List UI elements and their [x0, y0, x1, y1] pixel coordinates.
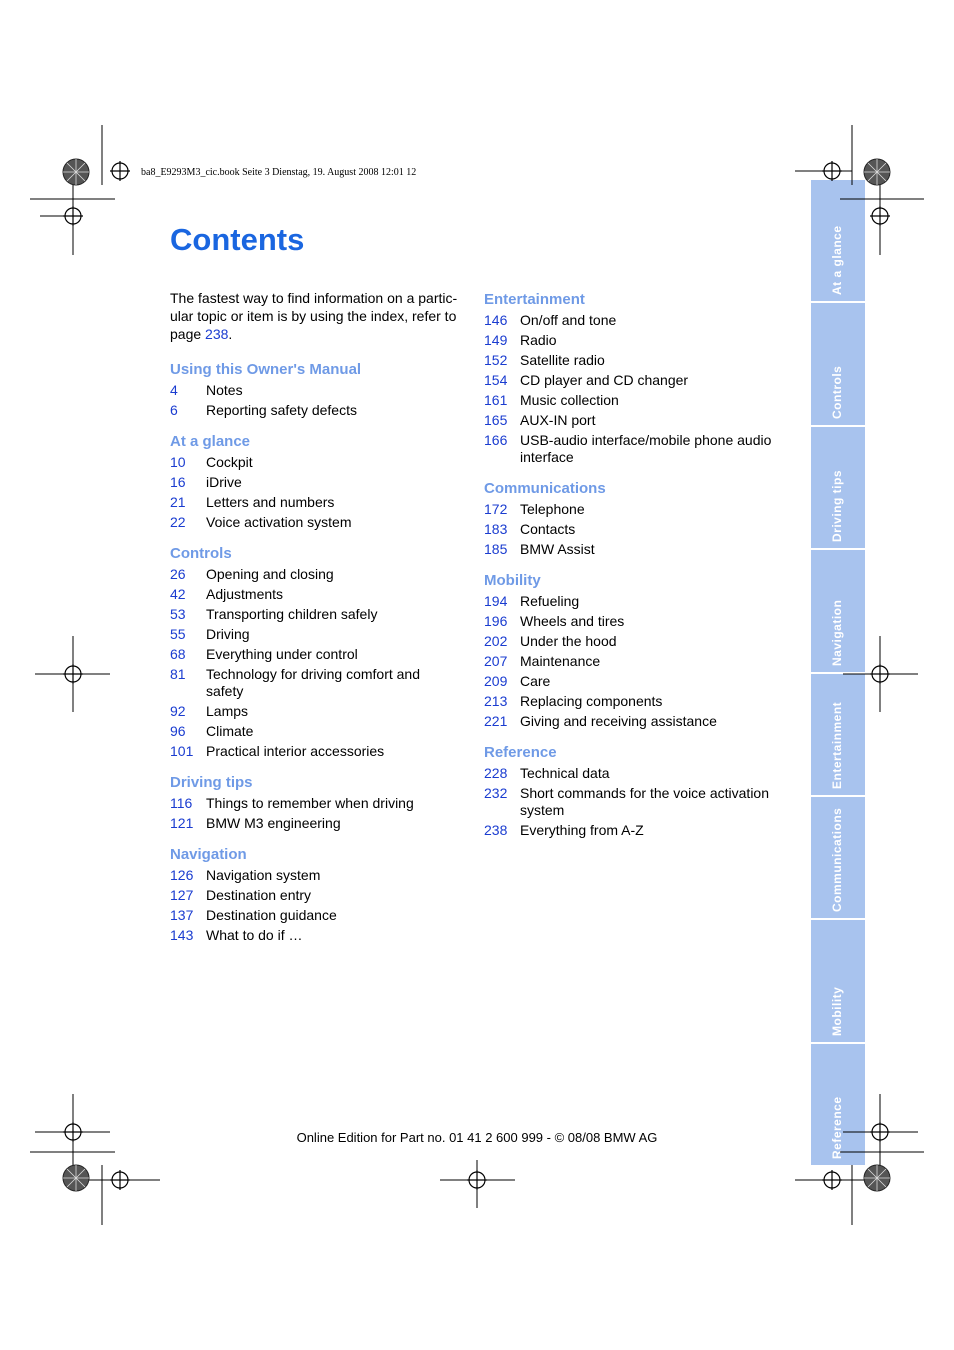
- entry-title: Technical data: [520, 764, 610, 781]
- page-number-link[interactable]: 121: [170, 814, 194, 831]
- page-number-link[interactable]: 238: [484, 821, 508, 838]
- toc-entry[interactable]: [484, 783, 784, 820]
- toc-section-communications: [484, 479, 784, 559]
- page-number-link[interactable]: 6: [170, 401, 178, 418]
- toc-entry[interactable]: [170, 701, 470, 721]
- entry-title: Maintenance: [520, 652, 601, 669]
- entry-title: Destination guidance: [206, 906, 337, 923]
- toc-entry[interactable]: [170, 813, 470, 833]
- toc-entry[interactable]: [484, 310, 784, 330]
- page-number-link[interactable]: 196: [484, 612, 508, 629]
- toc-section-at-a-glance: [170, 432, 470, 532]
- toc-entry[interactable]: [170, 604, 470, 624]
- toc-right-column: [484, 290, 784, 852]
- entry-title: BMW Assist: [520, 540, 595, 557]
- page-number-link[interactable]: 165: [484, 411, 508, 428]
- page-number-link[interactable]: 4: [170, 381, 178, 398]
- toc-entry[interactable]: [170, 472, 470, 492]
- toc-entry[interactable]: [484, 651, 784, 671]
- toc-entry[interactable]: [484, 539, 784, 559]
- entry-title: Refueling: [520, 592, 580, 609]
- page-number-link[interactable]: 154: [484, 371, 508, 388]
- entry-title: Under the hood: [520, 632, 617, 649]
- entry-title: iDrive: [206, 473, 242, 490]
- side-tab-reference[interactable]: [811, 1044, 865, 1167]
- side-tab-label: At a glance: [830, 225, 844, 296]
- page-number-link[interactable]: 172: [484, 500, 508, 517]
- entry-title: BMW M3 engineering: [206, 814, 341, 831]
- page-number-link[interactable]: 92: [170, 702, 186, 719]
- page-number-link[interactable]: 207: [484, 652, 508, 669]
- entry-title: Everything under control: [206, 645, 358, 662]
- toc-entry[interactable]: [484, 410, 784, 430]
- page-number-link[interactable]: 183: [484, 520, 508, 537]
- page-number-link[interactable]: 26: [170, 565, 186, 582]
- toc-entry[interactable]: [484, 671, 784, 691]
- section-heading[interactable]: Driving tips: [170, 774, 253, 791]
- toc-entry[interactable]: [170, 584, 470, 604]
- toc-section-driving-tips: [170, 773, 470, 833]
- side-tab-label: Mobility: [830, 986, 844, 1036]
- entry-title: Telephone: [520, 500, 585, 517]
- toc-entry[interactable]: [170, 512, 470, 532]
- page-number-link[interactable]: 137: [170, 906, 194, 923]
- toc-entry[interactable]: [170, 905, 470, 925]
- entry-title: Giving and receiving assistance: [520, 712, 717, 729]
- toc-entry[interactable]: [170, 492, 470, 512]
- toc-entry[interactable]: [484, 430, 784, 467]
- entry-title: Care: [520, 672, 551, 689]
- page-number-link[interactable]: 202: [484, 632, 508, 649]
- toc-entry[interactable]: [484, 691, 784, 711]
- section-heading[interactable]: Entertainment: [484, 291, 585, 308]
- entry-title: Short commands for the voice activation system: [520, 784, 770, 818]
- intro-text: The fastest way to find information on a partic-ular topic or item is by using the index, refer to page: [170, 290, 458, 342]
- toc-entry[interactable]: [484, 370, 784, 390]
- page-number-link[interactable]: 53: [170, 605, 186, 622]
- toc-entry[interactable]: [484, 350, 784, 370]
- page-number-link[interactable]: 22: [170, 513, 186, 530]
- toc-entry[interactable]: [170, 925, 470, 945]
- entry-title: Voice activation system: [206, 513, 352, 530]
- page-number-link[interactable]: 149: [484, 331, 508, 348]
- page-number-link[interactable]: 126: [170, 866, 194, 883]
- entry-title: USB-audio interface/mobile phone audio interface: [520, 431, 772, 465]
- entry-title: Wheels and tires: [520, 612, 625, 629]
- entry-title: Reporting safety defects: [206, 401, 357, 418]
- side-tab-label: Entertainment: [830, 701, 844, 789]
- section-heading[interactable]: At a glance: [170, 433, 251, 450]
- toc-entry[interactable]: [484, 390, 784, 410]
- footer-text: Online Edition for Part no. 01 41 2 600 999 - © 08/08 BMW AG: [296, 1130, 658, 1145]
- toc-entry[interactable]: [170, 664, 470, 701]
- entry-title: Adjustments: [206, 585, 284, 602]
- section-heading[interactable]: Navigation: [170, 846, 247, 863]
- toc-section-controls: [170, 544, 470, 761]
- side-tab-label: Navigation: [830, 599, 844, 666]
- page-number-link[interactable]: 116: [170, 794, 193, 811]
- side-tab-label: Controls: [830, 365, 844, 419]
- page-number-link[interactable]: 101: [170, 742, 194, 759]
- side-tab-controls[interactable]: [811, 303, 865, 426]
- page-number-link[interactable]: 228: [484, 764, 508, 781]
- entry-title: Letters and numbers: [206, 493, 335, 510]
- index-page-link[interactable]: 238: [205, 326, 229, 342]
- page-number-link[interactable]: 194: [484, 592, 508, 609]
- page-number-link[interactable]: 127: [170, 886, 194, 903]
- toc-section-navigation: [170, 845, 470, 945]
- page-number-link[interactable]: 221: [484, 712, 508, 729]
- side-tab-at-a-glance[interactable]: [811, 180, 865, 303]
- toc-section-entertainment: [484, 290, 784, 467]
- side-tab-mobility[interactable]: [811, 920, 865, 1043]
- entry-title: Destination entry: [206, 886, 312, 903]
- entry-title: Practical interior accessories: [206, 742, 385, 759]
- toc-entry[interactable]: [484, 631, 784, 651]
- page-title: Contents: [170, 222, 305, 257]
- page-number-link[interactable]: 213: [484, 692, 508, 709]
- entry-title: Transporting children safely: [206, 605, 378, 622]
- section-heading[interactable]: Using this Owner's Manual: [170, 361, 362, 378]
- toc-section-mobility: [484, 571, 784, 731]
- entry-title: Technology for driving comfort and safety: [206, 665, 420, 699]
- toc-entry[interactable]: [484, 591, 784, 611]
- entry-title: AUX-IN port: [520, 411, 596, 428]
- section-heading[interactable]: Controls: [170, 545, 232, 562]
- side-tab-label: Driving tips: [830, 470, 844, 543]
- toc-entry[interactable]: [484, 820, 784, 840]
- side-tab-communications[interactable]: [811, 797, 865, 920]
- toc-entry[interactable]: [170, 400, 470, 420]
- page-number-link[interactable]: 143: [170, 926, 194, 943]
- page-number-link[interactable]: 232: [484, 784, 508, 801]
- page-number-link[interactable]: 42: [170, 585, 186, 602]
- toc-entry[interactable]: [170, 885, 470, 905]
- page-number-link[interactable]: 68: [170, 645, 186, 662]
- toc-section-using-this-owner-s-manual: [170, 360, 470, 420]
- toc-entry[interactable]: [170, 865, 470, 885]
- entry-title: CD player and CD changer: [520, 371, 689, 388]
- intro-end: .: [228, 326, 233, 342]
- toc-entry[interactable]: [484, 711, 784, 731]
- page-number-link[interactable]: 16: [170, 473, 186, 490]
- page-number-link[interactable]: 209: [484, 672, 508, 689]
- side-tab-label: Reference: [830, 1096, 844, 1159]
- intro-paragraph: [170, 289, 465, 343]
- entry-title: Radio: [520, 331, 557, 348]
- page-number-link[interactable]: 185: [484, 540, 508, 557]
- side-tab-label: Communications: [830, 807, 844, 913]
- toc-entry[interactable]: [170, 380, 470, 400]
- toc-section-reference: [484, 743, 784, 840]
- entry-title: Climate: [206, 722, 254, 739]
- section-heading[interactable]: Reference: [484, 744, 557, 761]
- entry-title: Opening and closing: [206, 565, 334, 582]
- toc-entry[interactable]: [170, 741, 470, 761]
- page-number-link[interactable]: 146: [484, 311, 508, 328]
- page-number-link[interactable]: 10: [170, 453, 186, 470]
- entry-title: Driving: [206, 625, 250, 642]
- toc-entry[interactable]: [170, 452, 470, 472]
- entry-title: Music collection: [520, 391, 619, 408]
- toc-entry[interactable]: [170, 624, 470, 644]
- entry-title: Notes: [206, 381, 243, 398]
- entry-title: Cockpit: [206, 453, 253, 470]
- entry-title: Lamps: [206, 702, 249, 719]
- toc-entry[interactable]: [170, 644, 470, 664]
- toc-entry[interactable]: [484, 519, 784, 539]
- entry-title: On/off and tone: [520, 311, 617, 328]
- page-number-link[interactable]: 96: [170, 722, 186, 739]
- toc-entry[interactable]: [484, 763, 784, 783]
- entry-title: Satellite radio: [520, 351, 605, 368]
- section-tabs: [811, 180, 865, 1167]
- toc-entry[interactable]: [484, 611, 784, 631]
- page-number-link[interactable]: 81: [170, 665, 186, 682]
- print-metadata: ba8_E9293M3_cic.book Seite 3 Dienstag, 19. August 2008 12:01 12: [141, 167, 417, 178]
- entry-title: What to do if …: [206, 926, 303, 943]
- page-number-link[interactable]: 55: [170, 625, 186, 642]
- page-number-link[interactable]: 152: [484, 351, 508, 368]
- page-number-link[interactable]: 21: [170, 493, 186, 510]
- toc-entry[interactable]: [170, 564, 470, 584]
- side-tab-entertainment[interactable]: [811, 674, 865, 797]
- entry-title: Navigation system: [206, 866, 321, 883]
- section-heading[interactable]: Mobility: [484, 572, 541, 589]
- footer: [0, 1130, 954, 1145]
- toc-entry[interactable]: [484, 330, 784, 350]
- section-heading[interactable]: Communications: [484, 480, 606, 497]
- entry-title: Replacing components: [520, 692, 663, 709]
- page-number-link[interactable]: 161: [484, 391, 508, 408]
- toc-entry[interactable]: [484, 499, 784, 519]
- page-number-link[interactable]: 166: [484, 431, 508, 448]
- side-tab-driving-tips[interactable]: [811, 427, 865, 550]
- entry-title: Things to remember when driving: [206, 794, 414, 811]
- side-tab-navigation[interactable]: [811, 550, 865, 673]
- toc-left-column: [170, 360, 470, 957]
- toc-entry[interactable]: [170, 721, 470, 741]
- entry-title: Everything from A-Z: [520, 821, 644, 838]
- toc-entry[interactable]: [170, 793, 470, 813]
- entry-title: Contacts: [520, 520, 576, 537]
